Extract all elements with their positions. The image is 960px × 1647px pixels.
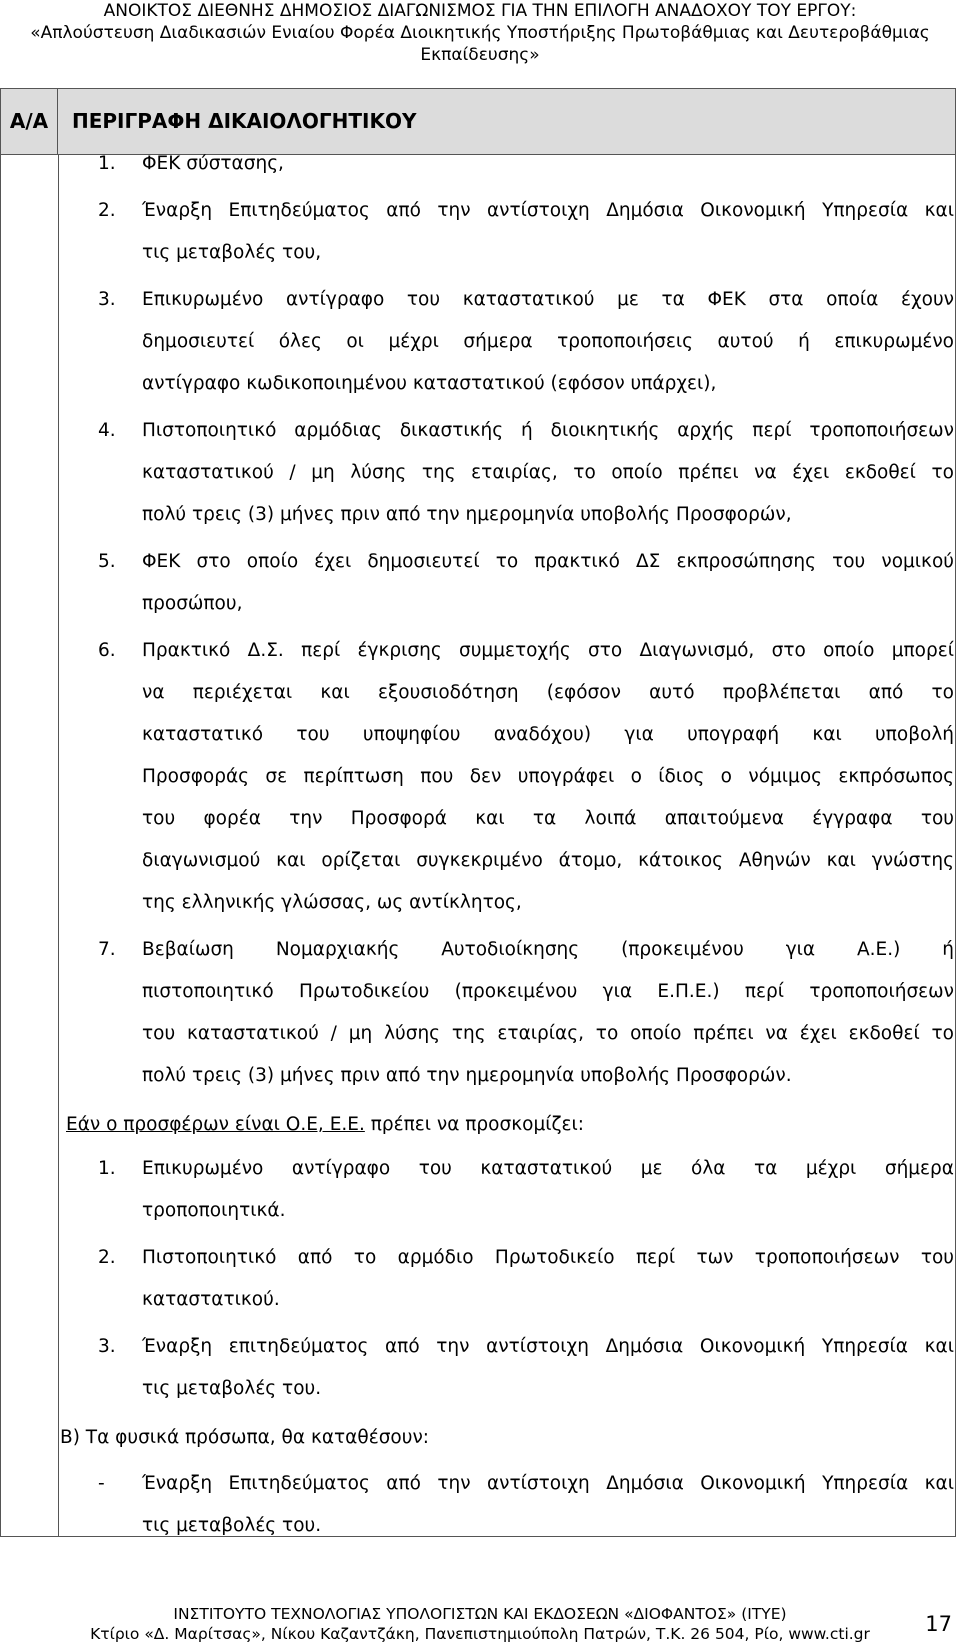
text-line: τις μεταβολές του. xyxy=(142,1378,322,1399)
text-line: Έναρξη Επιτηδεύματος από την αντίστοιχη Δημόσια Οικονομική Υπηρεσία και xyxy=(142,1473,954,1494)
document-header xyxy=(0,0,960,66)
list-item-number: 4. xyxy=(98,420,116,441)
list-item-number: 3. xyxy=(98,289,116,310)
list-item-text xyxy=(142,284,954,410)
text-line: να περιέχεται και εξουσιοδότηση (εφόσον αυτό προβλέπεται από το xyxy=(142,682,954,703)
text-line: Πιστοποιητικό αρμόδιας δικαστικής ή διοικητικής αρχής περί τροποποιήσεων xyxy=(142,420,954,441)
list-item-text xyxy=(142,195,954,279)
text-line: ΦΕΚ στο οποίο έχει δημοσιευτεί το πρακτικό ΔΣ εκπροσώπησης του νομικού xyxy=(142,551,954,572)
text-line: καταστατικό του υποψηφίου αναδόχου) για υπογραφή και υποβολή xyxy=(142,724,954,745)
list-item-text xyxy=(142,148,954,190)
column-header-description: ΠΕΡΙΓΡΑΦΗ ΔΙΚΑΙΟΛΟΓΗΤΙΚΟΥ xyxy=(72,109,417,133)
list-item-text xyxy=(142,1331,954,1415)
list-item-text xyxy=(142,1468,954,1552)
text-line: του φορέα την Προσφορά και τα λοιπά απαιτούμενα έγγραφα του xyxy=(142,808,954,829)
text-line: ΦΕΚ σύστασης, xyxy=(142,153,284,174)
text-line: τις μεταβολές του, xyxy=(142,242,322,263)
text-line: πολύ τρεις (3) μήνες πριν από την ημερομηνία υποβολής Προσφορών, xyxy=(142,504,792,525)
text-line: διαγωνισμού και ορίζεται συγκεκριμένο άτομο, κάτοικος Αθηνών και γνώστης xyxy=(142,850,954,871)
text-line: Πρακτικό Δ.Σ. περί έγκρισης συμμετοχής στο Διαγωνισμό, στο οποίο μπορεί xyxy=(142,640,954,661)
text-line: Έναρξη επιτηδεύματος από την αντίστοιχη Δημόσια Οικονομική Υπηρεσία και xyxy=(142,1336,954,1357)
text-line: πιστοποιητικό Πρωτοδικείου (προκειμένου για Ε.Π.Ε.) περί τροποποιήσεων xyxy=(142,981,954,1002)
header-line-2: «Απλούστευση Διαδικασιών Ενιαίου Φορέα Διοικητικής Υποστήριξης Πρωτοβάθμιας και Δευτεροβάθμιας xyxy=(30,23,930,43)
text-line: του καταστατικού / μη λύσης της εταιρίας, το οποίο πρέπει να έχει εκδοθεί το xyxy=(142,1023,954,1044)
text-line: δημοσιευτεί όλες οι μέχρι σήμερα τροποποιήσεις αυτού ή επικυρωμένο xyxy=(142,331,954,352)
header-line-3: Εκπαίδευσης» xyxy=(420,45,540,65)
footer-line-1: ΙΝΣΤΙΤΟΥΤΟ ΤΕΧΝΟΛΟΓΙΑΣ ΥΠΟΛΟΓΙΣΤΩΝ ΚΑΙ ΕΚΔΟΣΕΩΝ «ΔΙΟΦΑΝΤΟΣ» (ΙΤΥΕ) xyxy=(173,1605,787,1623)
text-line: τροποποιητικά. xyxy=(142,1200,286,1221)
table-header-row xyxy=(1,89,955,155)
text-line: Προσφοράς σε περίπτωση που δεν υπογράφει ο ίδιος ο νόμιμος εκπρόσωπος xyxy=(142,766,954,787)
text-line: τις μεταβολές του. xyxy=(142,1515,322,1536)
list-item-number: 1. xyxy=(98,153,116,174)
oe-ee-heading-rest: πρέπει να προσκομίζει: xyxy=(364,1114,585,1135)
oe-ee-heading-underlined: Εάν ο προσφέρων είναι Ο.Ε, Ε.Ε. xyxy=(66,1114,365,1135)
page-number: 17 xyxy=(925,1612,952,1636)
list-item-number: 5. xyxy=(98,551,116,572)
list-item-number: 6. xyxy=(98,640,116,661)
text-line: της ελληνικής γλώσσας, ως αντίκλητος, xyxy=(142,892,522,913)
list-item-number: 2. xyxy=(98,200,116,221)
column-divider xyxy=(58,155,59,1536)
list-item-text xyxy=(142,635,954,929)
text-line: Πιστοποιητικό από το αρμόδιο Πρωτοδικείο περί των τροποποιήσεων του xyxy=(142,1247,954,1268)
oe-ee-heading xyxy=(66,1109,584,1141)
text-line: αντίγραφο κωδικοποιημένου καταστατικού (εφόσον υπάρχει), xyxy=(142,373,717,394)
header-line-1: ΑΝΟΙΚΤΟΣ ΔΙΕΘΝΗΣ ΔΗΜΟΣΙΟΣ ΔΙΑΓΩΝΙΣΜΟΣ ΓΙΑ ΤΗΝ ΕΠΙΛΟΓΗ ΑΝΑΔΟΧΟΥ ΤΟΥ ΕΡΓΟΥ: xyxy=(103,1,857,21)
text-line: Επικυρωμένο αντίγραφο του καταστατικού με τα ΦΕΚ στα οποία έχουν xyxy=(142,289,954,310)
list-item-text xyxy=(142,1242,954,1326)
text-line: καταστατικού / μη λύσης της εταιρίας, το οποίο πρέπει να έχει εκδοθεί το xyxy=(142,462,954,483)
list-item-number: 7. xyxy=(98,939,116,960)
text-line: προσώπου, xyxy=(142,593,243,614)
footer-line-2: Κτίριο «Δ. Μαρίτσας», Νίκου Καζαντζάκη, Πανεπιστημιούπολη Πατρών, Τ.Κ. 26 504, Ρίο, www.cti.gr xyxy=(90,1625,870,1643)
list-item-number: - xyxy=(98,1473,105,1494)
list-item-number: 3. xyxy=(98,1336,116,1357)
list-item-text xyxy=(142,1153,954,1237)
text-line: πολύ τρεις (3) μήνες πριν από την ημερομηνία υποβολής Προσφορών. xyxy=(142,1065,792,1086)
list-item-text xyxy=(142,415,954,541)
text-line: Έναρξη Επιτηδεύματος από την αντίστοιχη Δημόσια Οικονομική Υπηρεσία και xyxy=(142,200,954,221)
list-item-number: 2. xyxy=(98,1247,116,1268)
text-line: Επικυρωμένο αντίγραφο του καταστατικού με όλα τα μέχρι σήμερα xyxy=(142,1158,954,1179)
natural-persons-heading: Β) Τα φυσικά πρόσωπα, θα καταθέσουν: xyxy=(60,1427,430,1448)
text-line: Βεβαίωση Νομαρχιακής Αυτοδιοίκησης (προκειμένου για Α.Ε.) ή xyxy=(142,939,954,960)
list-item-text xyxy=(142,934,954,1102)
list-item-text xyxy=(142,546,954,630)
column-header-aa: Α/Α xyxy=(1,89,58,154)
text-line: καταστατικού. xyxy=(142,1289,280,1310)
list-item-number: 1. xyxy=(98,1158,116,1179)
document-footer xyxy=(0,1604,960,1644)
